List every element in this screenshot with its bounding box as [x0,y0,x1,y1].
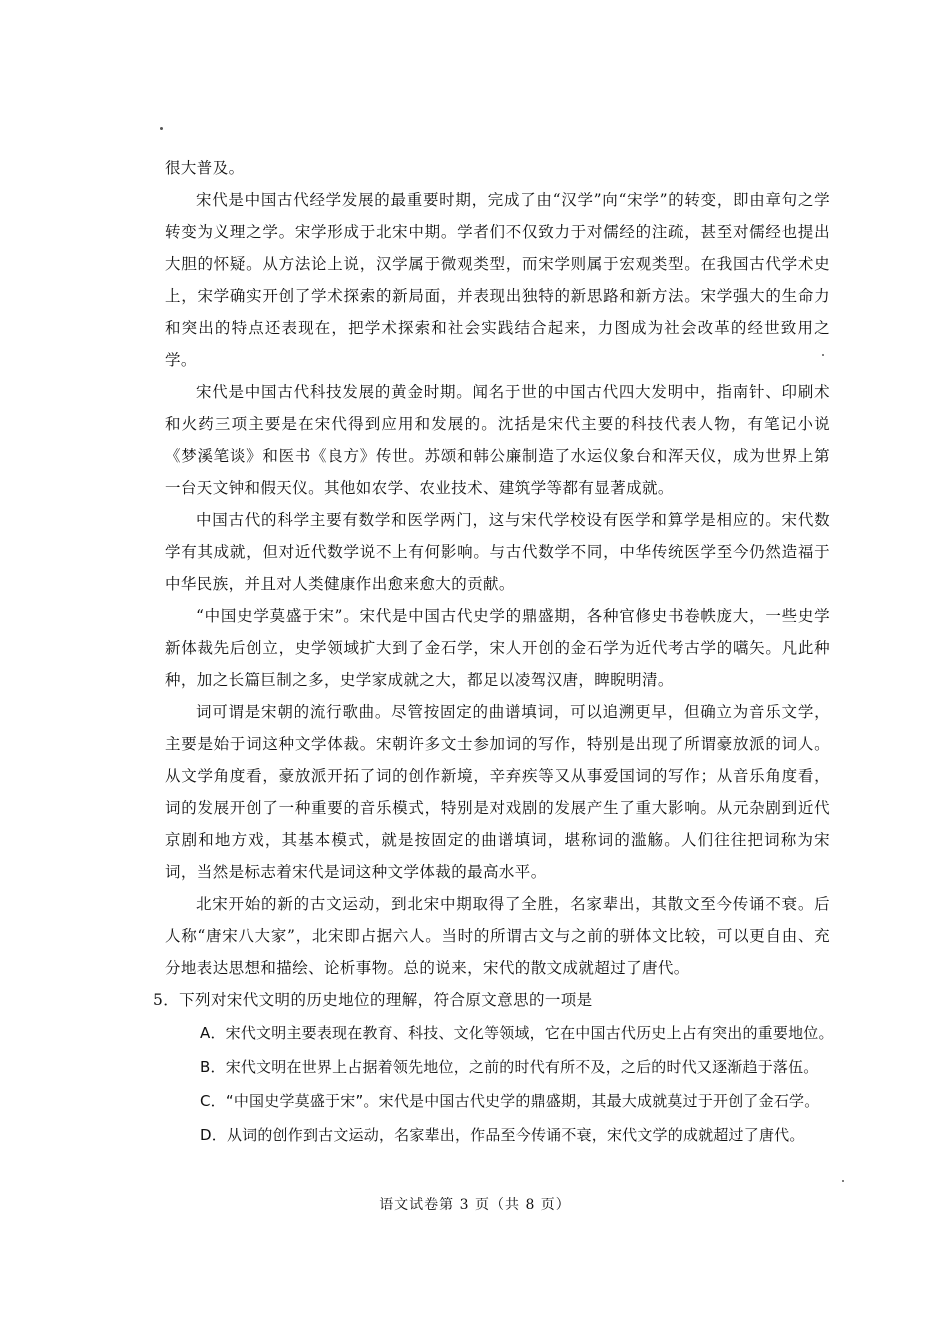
paragraph-1: 很大普及。 [165,159,245,177]
paragraph-6: 词可谓是宋朝的流行歌曲。尽管按固定的曲谱填词，可以追溯更早，但确立为音乐文学，主要是始于词这种文学体裁。宋朝许多文士参加词的写作，特别是出现了所谓豪放派的词人。从文学角度看，豪放派开拓了词的创作新境，辛弃疾等又从事爱国词的写作；从音乐角度看，词的发展开创了一种重要的音乐模式，特别是对戏剧的发展产生了重大影响。从元杂剧到近代京剧和地方戏，其基本模式，就是按固定的曲谱填词，堪称词的滥觞。人们往往把词称为宋词，当然是标志着宋代是词这种文学体裁的最高水平。 [165,703,830,881]
option-b: B．宋代文明在世界上占据着领先地位，之前的时代有所不及，之后的时代又逐渐趋于落伍。 [200,1058,819,1076]
question-5 [153,984,834,1152]
paragraph-2: 宋代是中国古代经学发展的最重要时期，完成了由“汉学”向“宋学”的转变，即由章句之学转变为义理之学。宋学形成于北宋中期。学者们不仅致力于对儒经的注疏，甚至对儒经也提出大胆的怀疑。从方法论上说，汉学属于微观类型，而宋学则属于宏观类型。在我国古代学术史上，宋学确实开创了学术探索的新局面，并表现出独特的新思路和新方法。宋学强大的生命力和突出的特点还表现在，把学术探索和社会实践结合起来，力图成为社会改革的经世致用之学。 [165,191,830,369]
page-footer: 语文试卷第 3 页（共 8 页） [379,1197,571,1213]
question-stem: 5．下列对宋代文明的历史地位的理解，符合原文意思的一项是 [153,991,593,1009]
scan-speck [160,127,163,130]
paragraph-3: 宋代是中国古代科技发展的黄金时期。闻名于世的中国古代四大发明中，指南针、印刷术和火药三项主要是在宋代得到应用和发展的。沈括是宋代主要的科技代表人物，有笔记小说《梦溪笔谈》和医书《良方》传世。苏颂和韩公廉制造了水运仪象台和浑天仪，成为世界上第一台天文钟和假天仪。其他如农学、农业技术、建筑学等都有显著成就。 [165,383,830,497]
paragraph-7: 北宋开始的新的古文运动，到北宋中期取得了全胜，名家辈出，其散文至今传诵不衰。后人称“唐宋八大家”，北宋即占据六人。当时的所谓古文与之前的骈体文比较，可以更自由、充分地表达思想和描绘、论析事物。总的说来，宋代的散文成就超过了唐代。 [165,895,830,977]
paragraph-4: 中国古代的科学主要有数学和医学两门，这与宋代学校设有医学和算学是相应的。宋代数学有其成就，但对近代数学说不上有何影响。与古代数学不同，中华传统医学至今仍然造福于中华民族，并且对人类健康作出愈来愈大的贡献。 [165,511,830,593]
paragraph-5: “中国史学莫盛于宋”。宋代是中国古代史学的鼎盛期，各种官修史书卷帙庞大，一些史学新体裁先后创立，史学领域扩大到了金石学，宋人开创的金石学为近代考古学的嚆矢。凡此种种，加之长篇巨制之多，史学家成就之大，都足以凌驾汉唐，睥睨明清。 [165,607,830,689]
option-a: A．宋代文明主要表现在教育、科技、文化等领域，它在中国古代历史上占有突出的重要地位。 [200,1024,834,1042]
reading-passage [153,152,834,1152]
scan-speck [842,1180,844,1182]
option-d: D．从词的创作到古文运动，名家辈出，作品至今传诵不衰，宋代文学的成就超过了唐代。 [200,1126,805,1144]
option-c: C．“中国史学莫盛于宋”。宋代是中国古代史学的鼎盛期，其最大成就莫过于开创了金石学。 [200,1092,820,1110]
